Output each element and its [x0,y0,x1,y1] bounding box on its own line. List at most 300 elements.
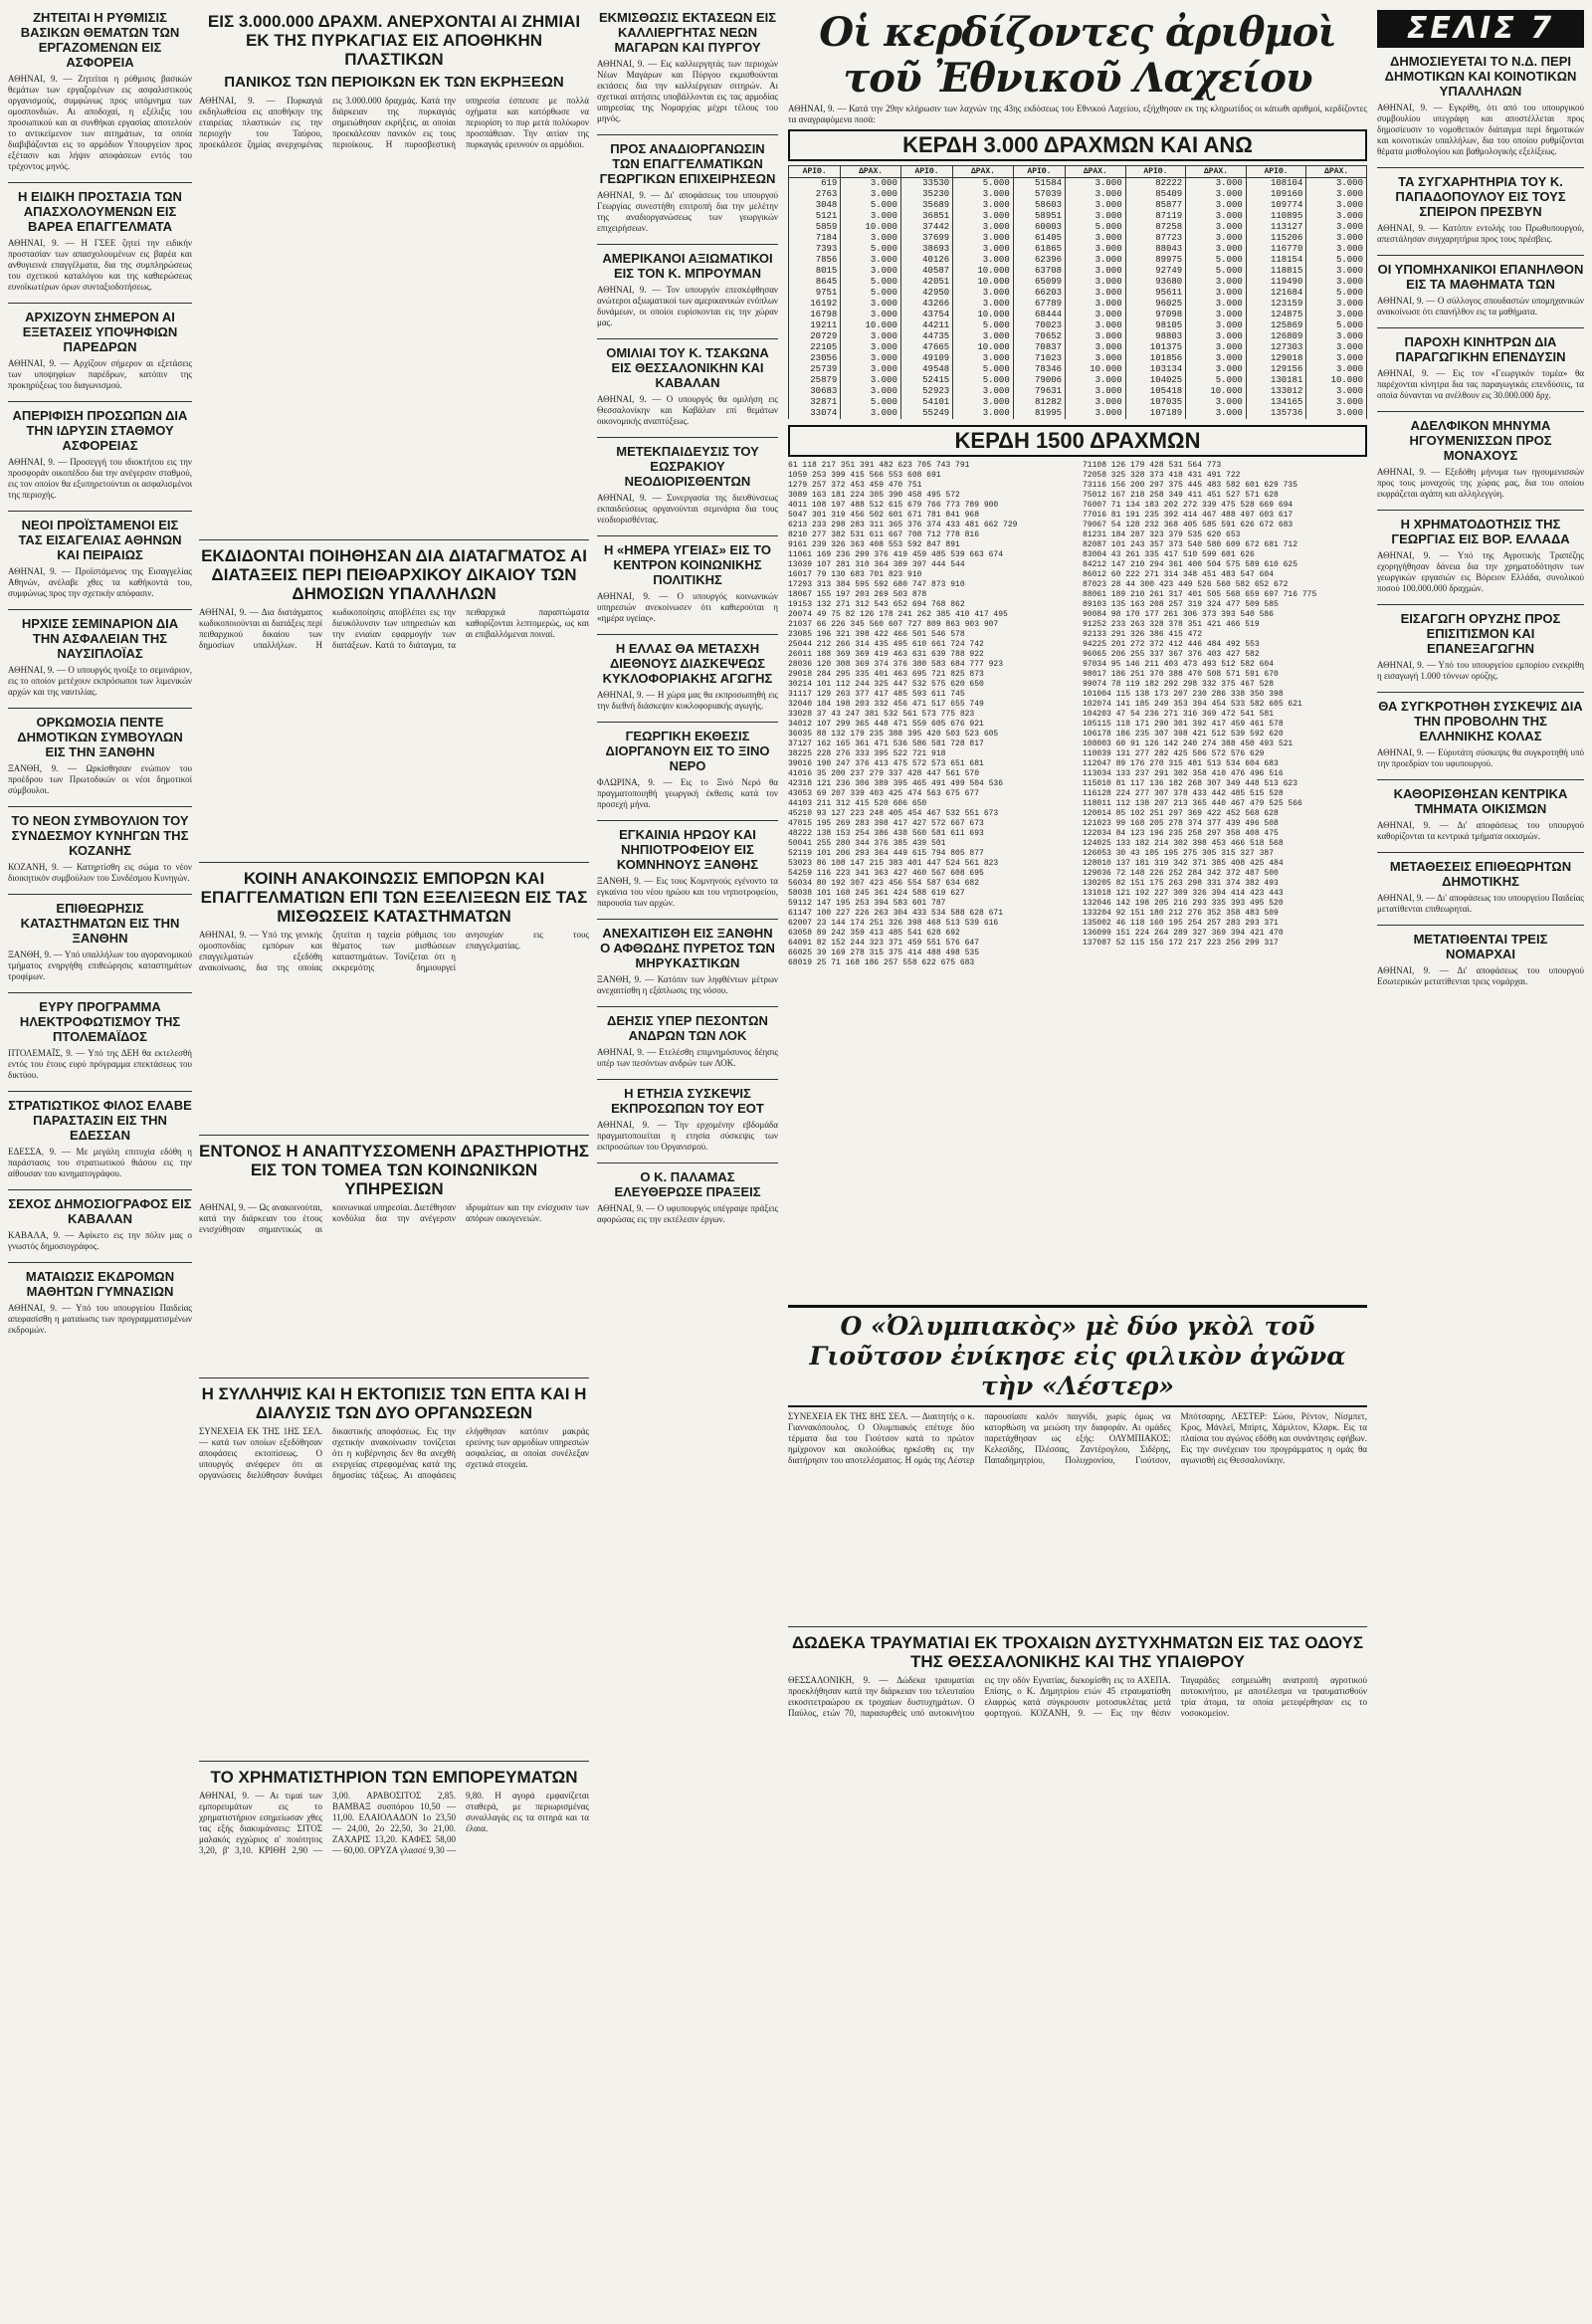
col1-body: ΚΑΒΑΛΑ, 9. — Αφίκετο εις την πόλιν μας ο γνωστός δημοσιογράφος. [8,1230,192,1251]
ticket-number: 79006 [1013,375,1065,386]
prize-amount: 3.000 [953,222,1014,233]
col1-article [8,10,192,172]
prize-amount: 3.000 [841,299,901,310]
col3-article [597,444,778,526]
col1-article [8,1269,192,1336]
prize-amount: 3.000 [1066,288,1126,299]
ticket-number: 82222 [1125,178,1186,190]
divider [1377,327,1584,328]
ticket-number: 81995 [1013,408,1065,419]
page-number-logo: ΣΕΛΙΣ 7 [1377,10,1584,48]
ticket-number: 115206 [1246,233,1306,244]
prize-amount: 10.000 [841,320,901,331]
ticket-number: 38693 [900,244,952,255]
col8-headline: ΕΙΣΑΓΩΓΗ ΟΡΥΖΗΣ ΠΡΟΣ ΕΠΙΣΙΤΙΣΜΟΝ ΚΑΙ ΕΠΑΝΕΞΑΓΩΓΗΝ [1400,611,1561,656]
divider [1377,411,1584,412]
headline-accidents: ΔΩΔΕΚΑ ΤΡΑΥΜΑΤΙΑΙ ΕΚ ΤΡΟΧΑΙΩΝ ΔΥΣΤΥΧΗΜΑΤΩΝ ΕΙΣ ΤΑΣ ΟΔΟΥΣ ΤΗΣ ΘΕΣΣΑΛΟΝΙΚΗΣ ΚΑΙ ΤΗΣ ΥΠΑΙΘΡΟΥ [791,1633,1364,1671]
prize-amount: 3.000 [1066,189,1126,200]
prize-amount: 3.000 [1066,320,1126,331]
col3-headline: Η ΕΤΗΣΙΑ ΣΥΣΚΕΨΙΣ ΕΚΠΡΟΣΩΠΩΝ ΤΟΥ ΕΟΤ [611,1086,764,1116]
article-discipline: ΑΘΗΝΑΙ, 9. — Δια διατάγματος κωδικοποιούνται αι διατάξεις περί πειθαρχικού δικαίου των δημοσίων υπαλλήλων. Η κωδικοποίησις αποβλέπει εις την διευκόλυνσιν των υπηρεσιών και την ενιαίαν εφαρμογήν των διατάξεων. Κατά το διάταγμα, τα πειθαρχικά παραπτώματα καθορίζονται λεπτομερώς, ως και αι επιβαλλόμεναι ποιναί. [199,607,589,650]
ticket-number: 67789 [1013,299,1065,310]
prize-amount: 10.000 [1186,386,1247,397]
prize-amount: 3.000 [1306,408,1367,419]
prize-amount: 3.000 [1066,233,1126,244]
prize-amount: 3.000 [841,364,901,375]
prize-amount: 3.000 [1066,266,1126,277]
col1-headline: ΕΥΡΥ ΠΡΟΓΡΑΜΜΑ ΗΛΕΚΤΡΟΦΩΤΙΣΜΟΥ ΤΗΣ ΠΤΟΛΕΜΑΪΔΟΣ [19,999,181,1044]
col3-headline: ΓΕΩΡΓΙΚΗ ΕΚΘΕΣΙΣ ΔΙΟΡΓΑΝΟΥΝ ΕΙΣ ΤΟ ΞΙΝΟ ΝΕΡΟ [605,729,770,773]
col8-headline: ΜΕΤΑΘΕΣΕΙΣ ΕΠΙΘΕΩΡΗΤΩΝ ΔΗΜΟΤΙΚΗΣ [1389,859,1572,889]
prize-amount: 3.000 [841,342,901,353]
column-header-number: ΑΡΙΘ. [1125,166,1186,178]
ticket-number: 57039 [1013,189,1065,200]
ticket-number: 109774 [1246,200,1306,211]
ticket-number: 124875 [1246,310,1306,320]
ticket-number: 121684 [1246,288,1306,299]
ticket-number: 68444 [1013,310,1065,320]
prize-amount: 3.000 [1186,277,1247,288]
prize-amount: 3.000 [841,233,901,244]
col8-article [1377,54,1584,157]
col8-body: ΑΘΗΝΑΙ, 9. — Δι' αποφάσεως του υπουργού Εσωτερικών μετατίθενται τρεις νομάρχαι. [1377,965,1584,986]
ticket-number: 44211 [900,320,952,331]
divider [1377,692,1584,693]
col1-headline: ΑΠΕΡΙΦΙΣΗ ΠΡΟΣΩΠΩΝ ΔΙΑ ΤΗΝ ΙΔΡΥΣΙΝ ΣΤΑΘΜΟΥ ΑΣΦΟΡΕΙΑΣ [12,408,188,453]
prize-amount: 3.000 [1186,233,1247,244]
ticket-number: 109160 [1246,189,1306,200]
ticket-number: 95611 [1125,288,1186,299]
prize-amount: 5.000 [841,244,901,255]
prize-amount: 3.000 [953,244,1014,255]
prize-amount: 3.000 [1066,331,1126,342]
prize-amount: 3.000 [1066,353,1126,364]
ticket-number: 25739 [789,364,841,375]
ticket-number: 134165 [1246,397,1306,408]
col1-headline: Η ΕΙΔΙΚΗ ΠΡΟΣΤΑΣΙΑ ΤΩΝ ΑΠΑΣΧΟΛΟΥΜΕΝΩΝ ΕΙΣ ΒΑΡΕΑ ΕΠΑΓΓΕΛΜΑΤΑ [18,189,182,234]
divider [8,1091,192,1092]
ticket-number: 125869 [1246,320,1306,331]
ticket-number: 71023 [1013,353,1065,364]
divider [597,722,778,723]
col1-body: ΑΘΗΝΑΙ, 9. — Αρχίζουν σήμερον αι εξετάσεις των υποψηφίων παρέδρων, κατόπιν της προκηρύξεως του διαγωνισμού. [8,358,192,390]
ticket-number: 49548 [900,364,952,375]
table-row [789,397,1367,408]
headline-commodities: ΤΟ ΧΡΗΜΑΤΙΣΤΗΡΙΟΝ ΤΩΝ ΕΜΠΟΡΕΥΜΑΤΩΝ [210,1768,578,1787]
prize-amount: 3.000 [953,353,1014,364]
col1-article [8,1196,192,1252]
divider [8,401,192,402]
ticket-number: 40126 [900,255,952,266]
table-row [789,375,1367,386]
prize-amount: 3.000 [1306,200,1367,211]
prize-amount: 3.000 [1306,299,1367,310]
col3-headline: ΔΕΗΣΙΣ ΥΠΕΡ ΠΕΣΟΝΤΩΝ ΑΝΔΡΩΝ ΤΩΝ ΛΟΚ [607,1013,768,1043]
lottery-intro: ΑΘΗΝΑΙ, 9. — Κατά την 29ην κλήρωσιν των λαχνών της 43ης εκδόσεως του Εθνικού Λαχείου, εξήχθησαν εκ της κληρωτίδος οι κάτωθι αριθμοί, κερδίζοντες τα αναγραφόμενα ποσά: [788,104,1367,124]
col8-article [1377,174,1584,245]
prize-amount: 5.000 [841,277,901,288]
col3-body: ΑΘΗΝΑΙ, 9. — Συνεργασία της διευθύνσεως εκπαιδεύσεως οργανούνται σεμινάρια δια τους νεοδιορισθέντας. [597,493,778,525]
prize-amount: 3.000 [1066,299,1126,310]
ticket-number: 9751 [789,288,841,299]
col8-article [1377,262,1584,317]
divider [597,634,778,635]
column-header-number: ΑΡΙΘ. [789,166,841,178]
ticket-number: 107189 [1125,408,1186,419]
prize-amount: 3.000 [1306,189,1367,200]
divider [1377,255,1584,256]
col3-headline: ΑΝΕΧΑΙΤΙΣΘΗ ΕΙΣ ΞΑΝΘΗΝ Ο ΑΦΘΩΔΗΣ ΠΥΡΕΤΟΣ ΤΩΝ ΜΗΡΥΚΑΣΤΙΚΩΝ [600,926,775,970]
divider [597,919,778,920]
col8-headline: Η ΧΡΗΜΑΤΟΔΟΤΗΣΙΣ ΤΗΣ ΓΕΩΡΓΙΑΣ ΕΙΣ ΒΟΡ. ΕΛΛΑΔΑ [1391,517,1570,546]
col8-article [1377,418,1584,500]
ticket-number: 2763 [789,189,841,200]
ticket-number: 32871 [789,397,841,408]
col8-headline: ΜΕΤΑΤΙΘΕΝΤΑΙ ΤΡΕΙΣ ΝΟΜΑΡΧΑΙ [1413,932,1548,961]
col3-body: ΑΘΗΝΑΙ, 9. — Ο υφυπουργός υπέγραψε πράξεις αφορώσας εις την εκτέλεσιν έργων. [597,1203,778,1224]
divider [1377,925,1584,926]
headline-fire: ΕΙΣ 3.000.000 ΔΡΑΧΜ. ΑΝΕΡΧΟΝΤΑΙ ΑΙ ΖΗΜΙΑΙ ΕΚ ΤΗΣ ΠΥΡΚΑΓΙΑΣ ΕΙΣ ΑΠΟΘΗΚΗΝ ΠΛΑΣΤΙΚΩΝ [207,12,581,69]
ticket-number: 110895 [1246,211,1306,222]
column-1 [8,10,192,1346]
column-header-drachmas: ΔΡΑΧ. [1306,166,1367,178]
prize-amount: 3.000 [841,178,901,190]
prize-amount: 3.000 [953,189,1014,200]
col3-headline: Η «ΗΜΕΡΑ ΥΓΕΙΑΣ» ΕΙΣ ΤΟ ΚΕΝΤΡΟΝ ΚΟΙΝΩΝΙΚΗΣ ΠΟΛΙΤΙΚΗΣ [604,542,771,587]
col3-body: ΑΘΗΝΑΙ, 9. — Την ερχομένην εβδομάδα πραγματοποιείται η ετησία σύσκεψις των εκπροσώπων του Οργανισμού. [597,1120,778,1152]
col1-headline: ΝΕΟΙ ΠΡΟΪΣΤΑΜΕΝΟΙ ΕΙΣ ΤΑΣ ΕΙΣΑΓΕΛΙΑΣ ΑΘΗΝΩΝ ΚΑΙ ΠΕΙΡΑΙΩΣ [18,518,182,562]
col1-body: ΞΑΝΘΗ, 9. — Υπό υπαλλήλων του αγορανομικού τμήματος ενηργήθη επιθεώρησις καταστημάτων τροφίμων. [8,950,192,981]
divider [8,1262,192,1263]
prize-amount: 3.000 [841,189,901,200]
col1-article [8,189,192,293]
headline-arrests: Η ΣΥΛΛΗΨΙΣ ΚΑΙ Η ΕΚΤΟΠΙΣΙΣ ΤΩΝ ΕΠΤΑ ΚΑΙ Η ΔΙΑΛΥΣΙΣ ΤΩΝ ΔΥΟ ΟΡΓΑΝΩΣΕΩΝ [201,1384,587,1422]
col3-body: ΑΘΗΝΑΙ, 9. — Τον υπουργόν επεσκέφθησαν ανώτεροι αξιωματικοί των αμερικανικών ενόπλων δυνάμεων, οι οποίοι ευρίσκονται εις την χώραν μας. [597,285,778,327]
ticket-number: 49109 [900,353,952,364]
ticket-number: 81282 [1013,397,1065,408]
col1-article [8,616,192,698]
ticket-number: 104025 [1125,375,1186,386]
prize-amount: 10.000 [953,342,1014,353]
col8-article [1377,932,1584,987]
ticket-number: 101375 [1125,342,1186,353]
column-header-drachmas: ΔΡΑΧ. [1066,166,1126,178]
table-row [789,255,1367,266]
prize-amount: 3.000 [1066,211,1126,222]
ticket-number: 16192 [789,299,841,310]
prize-amount: 3.000 [841,255,901,266]
table-row [789,353,1367,364]
prize-amount: 3.000 [841,266,901,277]
prize-amount: 10.000 [841,222,901,233]
divider [8,1189,192,1190]
col8-body: ΑΘΗΝΑΙ, 9. — Υπό της Αγροτικής Τραπέζης εχορηγήθησαν δάνεια δια την χρηματοδότησιν των γεωργικών εργασιών εις Βόρειον Ελλάδα, συνολικού ποσού 100.000.000 δραχμών. [1377,550,1584,593]
article-commodities: ΑΘΗΝΑΙ, 9. — Αι τιμαί των εμπορευμάτων εις το χρηματιστήριον εσημείωσαν χθες τας εξής διακυμάνσεις: ΣΙΤΟΣ μαλακός εγχώριος α' ποιότητος 3,20, β' 3,10. ΚΡΙΘΗ 2,90 — 3,00. ΑΡΑΒΟΣΙΤΟΣ 2,85. ΒΑΜΒΑΞ συσπόρου 10,50 — 11,00. ΕΛΑΙΟΛΑΔΟΝ 1ο 23,50 — 24,00, 2ο 22,50, 3ο 21,00. ΖΑΧΑΡΙΣ 13,20. ΚΑΦΕΣ 58,00 — 60,00. ΟΡΥΖΑ γλασσέ 9,30 — 9,80. Η αγορά εμφανίζεται σταθερά, με περιωρισμένας συναλλαγάς εις τα σιτηρά και τα έλαια. [199,1791,589,1855]
ticket-number: 42051 [900,277,952,288]
ticket-number: 66203 [1013,288,1065,299]
article-accidents: ΘΕΣΣΑΛΟΝΙΚΗ, 9. — Δώδεκα τραυματίαι προεκλήθησαν κατά την διάρκειαν του τελευταίου εικοσιτετραώρου εκ τροχαίων δυστυχημάτων. Ο Παύλος, ετών 70, παρασυρθείς υπό αυτοκινήτου εις την οδόν Εγνατίας, διεκομίσθη εις το ΑΧΕΠΑ. Επίσης, ο Κ. Δημητρίου ετών 45 ετραυματίσθη ελαφρώς κατά σύγκρουσιν μοτοσυκλέτας μετά φορτηγού. ΚΟΖΑΝΗ, 9. — Εις την θέσιν Ταγαράδες εσημειώθη ανατροπή αγροτικού αυτοκινήτου, με αποτέλεσμα να τραυματισθούν τρία άτομα, τα οποία μετεφέρθησαν εις το νοσοκομείον. [788,1675,1367,1718]
divider [199,1135,589,1136]
ticket-number: 60003 [1013,222,1065,233]
col3-body: ΑΘΗΝΑΙ, 9. — Ο υπουργός θα ομιλήση εις Θεσσαλονίκην και Καβάλαν επί θεμάτων οικονομικής αναπτύξεως. [597,394,778,426]
ticket-number: 35689 [900,200,952,211]
col1-body: ΞΑΝΘΗ, 9. — Ωρκίσθησαν ενώπιον του προέδρου των Πρωτοδικών οι νέοι δημοτικοί σύμβουλοι. [8,763,192,795]
ticket-number: 85409 [1125,189,1186,200]
prize-amount: 3.000 [841,408,901,419]
lottery-number-lists [788,461,1367,1297]
table-row [789,266,1367,277]
ticket-number: 87119 [1125,211,1186,222]
prize-amount: 3.000 [1306,310,1367,320]
ticket-number: 63708 [1013,266,1065,277]
ticket-number: 619 [789,178,841,190]
ticket-number: 130181 [1246,375,1306,386]
ticket-number: 118154 [1246,255,1306,266]
divider [1377,510,1584,511]
ticket-number: 108104 [1246,178,1306,190]
col1-headline: ΕΠΙΘΕΩΡΗΣΙΣ ΚΑΤΑΣΤΗΜΑΤΩΝ ΕΙΣ ΤΗΝ ΞΑΝΘΗΝ [20,901,180,946]
ticket-number: 96025 [1125,299,1186,310]
col1-body: ΠΤΟΛΕΜΑΪΣ, 9. — Υπό της ΔΕΗ θα εκτελεσθή εντός του έτους ευρύ πρόγραμμα επεκτάσεως του δικτύου. [8,1048,192,1080]
col3-article [597,926,778,996]
divider [8,511,192,512]
prize-amount: 3.000 [953,200,1014,211]
prize-amount: 10.000 [1066,364,1126,375]
divider [597,244,778,245]
divider [597,1006,778,1007]
prize-amount: 3.000 [1066,178,1126,190]
table-row [789,408,1367,419]
prize-amount: 3.000 [1186,320,1247,331]
article-arrests: ΣΥΝΕΧΕΙΑ ΕΚ ΤΗΣ 1ΗΣ ΣΕΛ. — κατά των οποίων εξεδόθησαν αποφάσεις εκτοπίσεως. Ο υπουργός ανέφερεν ότι αι οργανώσεις διελύθησαν δυνάμει δικαστικής αποφάσεως. Εις την σχετικήν ανακοίνωσιν τονίζεται ότι η κυβέρνησις δεν θα ανεχθή ενεργείας στρεφομένας κατά της δημοσίας τάξεως. Αι αποφάσεις ελήφθησαν κατόπιν μακράς ερεύνης των αρμοδίων υπηρεσιών ασφαλείας, αι οποίαι συνέλεξαν σχετικά στοιχεία. [199,1426,589,1480]
prize-amount: 5.000 [1066,222,1126,233]
col1-article [8,408,192,501]
ticket-number: 16798 [789,310,841,320]
ticket-number: 85877 [1125,200,1186,211]
col8-body: ΑΘΗΝΑΙ, 9. — Δι' αποφάσεως του υπουργείου Παιδείας μετατίθενται επιθεωρηταί. [1377,893,1584,914]
ticket-number: 133012 [1246,386,1306,397]
prize-amount: 3.000 [1186,331,1247,342]
table-row [789,244,1367,255]
prize-amount: 5.000 [1186,255,1247,266]
column-2 [199,10,589,2119]
table-row [789,288,1367,299]
prize-amount: 3.000 [841,353,901,364]
ticket-number: 7393 [789,244,841,255]
prize-amount: 3.000 [1186,288,1247,299]
prize-amount: 3.000 [1186,211,1247,222]
prize-amount: 3.000 [1066,386,1126,397]
prize-amount: 3.000 [1306,331,1367,342]
col3-headline: ΠΡΟΣ ΑΝΑΔΙΟΡΓΑΝΩΣΙΝ ΤΩΝ ΕΠΑΓΓΕΛΜΑΤΙΚΩΝ ΓΕΩΡΓΙΚΩΝ ΕΠΙΧΕΙΡΗΣΕΩΝ [599,141,776,186]
col8-body: ΑΘΗΝΑΙ, 9. — Εύρυτάτη σύσκεψις θα συγκροτηθή υπό την προεδρίαν του υφυπουργού. [1377,747,1584,768]
column-header-drachmas: ΔΡΑΧ. [953,166,1014,178]
col1-body: ΚΟΖΑΝΗ, 9. — Κατηρτίσθη εις σώμα το νέον διοικητικόν συμβούλιον του Συνδέσμου Κυνηγών. [8,862,192,883]
ticket-number: 113127 [1246,222,1306,233]
ticket-number: 103134 [1125,364,1186,375]
col8-body: ΑΘΗΝΑΙ, 9. — Κατόπιν εντολής του Πρωθυπουργού, απεστάλησαν συγχαρητήρια προς τους πρέσβεις. [1377,223,1584,244]
ticket-number: 44735 [900,331,952,342]
divider [597,1079,778,1080]
prize-amount: 3.000 [1306,353,1367,364]
divider [597,338,778,339]
prize-amount: 3.000 [1306,277,1367,288]
prize-amount: 3.000 [841,386,901,397]
col1-article [8,999,192,1081]
prize-amount: 3.000 [1186,299,1247,310]
article-olympiakos: ΣΥΝΕΧΕΙΑ ΕΚ ΤΗΣ 8ΗΣ ΣΕΛ. — Διαιτητής ο κ. Γιαννακόπουλος. Ο Ολυμπιακός επέτυχε δύο τέρματα δια του Γιούτσον κατά το πρώτον ημίχρονον και ακολούθως ηρκέσθη εις την διατήρησιν του αποτελέσματος. Η ομάς της Λέστερ παρουσίασε καλόν παιγνίδι, χωρίς όμως να κατορθώση να μειώση την διαφοράν. Αι ομάδες παρετάχθησαν ως εξής: ΟΛΥΜΠΙΑΚΟΣ: Κελεσίδης, Πλέσσας, Ζαντέρογλου, Σιδέρης, Παπαδημητρίου, Πολυχρονίου, Γιούτσον, Μπότσαρης. ΛΕΣΤΕΡ: Σώου, Ρέντον, Νίσμπετ, Κρος, Μάνλεϊ, Μπίρτς, Χάμιλτον, Κλαρκ. Εις τα πλαίσια του αγώνος εδόθη και συνάντησις εφήβων. Εις την συνέχειαν του προγράμματος η ομάς θα αγωνισθή εις Θεσσαλονίκην. [788,1411,1367,1465]
column-header-number: ΑΡΙΘ. [1246,166,1306,178]
col3-article [597,641,778,712]
ticket-number: 51584 [1013,178,1065,190]
divider [597,535,778,536]
prize-amount: 3.000 [841,375,901,386]
ticket-number: 88043 [1125,244,1186,255]
col1-body: ΕΔΕΣΣΑ, 9. — Με μεγάλη επιτυχία εδόθη η παράστασις του στρατιωτικού θιάσου εις την αίθουσαν του κινηματογράφου. [8,1147,192,1178]
col3-body: ΑΘΗΝΑΙ, 9. — Ο υπουργός κοινωνικών υπηρεσιών ανεκοίνωσεν ότι καθιερούται η «ημέρα υγείας». [597,591,778,623]
prize-amount: 5.000 [841,200,901,211]
column-header-drachmas: ΔΡΑΧ. [1186,166,1247,178]
prize-amount: 3.000 [1186,178,1247,190]
ticket-number: 98105 [1125,320,1186,331]
ticket-number: 70652 [1013,331,1065,342]
table-row [789,211,1367,222]
ticket-number: 101856 [1125,353,1186,364]
col3-article [597,10,778,124]
col8-headline: ΠΑΡΟΧΗ ΚΙΝΗΤΡΩΝ ΔΙΑ ΠΑΡΑΓΩΓΙΚΗΝ ΕΠΕΝΔΥΣΙΝ [1395,334,1566,364]
col3-article [597,251,778,328]
prize-amount: 3.000 [841,331,901,342]
ticket-number: 65099 [1013,277,1065,288]
ticket-number: 61865 [1013,244,1065,255]
col3-article [597,345,778,427]
ticket-number: 126809 [1246,331,1306,342]
col3-headline: ΕΓΚΑΙΝΙΑ ΗΡΩΟΥ ΚΑΙ ΝΗΠΙΟΤΡΟΦΕΙΟΥ ΕΙΣ ΚΟΜΝΗΝΟΥΣ ΞΑΝΘΗΣ [616,827,759,872]
ticket-number: 98803 [1125,331,1186,342]
divider [199,862,589,863]
col8-body: ΑΘΗΝΑΙ, 9. — Υπό του υπουργείου εμπορίου ενεκρίθη η εισαγωγή 1.000 τόννων ορύζης. [1377,660,1584,681]
col3-article [597,729,778,810]
column-8-stories [1377,54,1584,987]
ticket-number: 118815 [1246,266,1306,277]
ticket-number: 107035 [1125,397,1186,408]
ticket-number: 3048 [789,200,841,211]
ticket-number: 61405 [1013,233,1065,244]
table-row [789,320,1367,331]
prize-amount: 3.000 [1306,342,1367,353]
col3-body: ΑΘΗΝΑΙ, 9. — Δι' αποφάσεως του υπουργού Γεωργίας συνεστήθη επιτροπή δια την μελέτην της αναδιοργανώσεως των γεωργικών επιχειρήσεων. [597,190,778,233]
table-row [789,200,1367,211]
prize-amount: 3.000 [1186,342,1247,353]
prize-amount: 3.000 [1066,375,1126,386]
column-header-drachmas: ΔΡΑΧ. [841,166,901,178]
table-row [789,364,1367,375]
prize-amount: 3.000 [1066,255,1126,266]
prize-amount: 3.000 [1066,342,1126,353]
col1-article [8,901,192,982]
table-row [789,233,1367,244]
divider [788,1626,1367,1627]
col3-article [597,1086,778,1153]
col1-body: ΑΘΗΝΑΙ, 9. — Προϊστάμενος της Εισαγγελίας Αθηνών, ανέλαβε χθες τα καθήκοντά του, συμφώνως προς την σχετικήν απόφασιν. [8,566,192,598]
prize-amount: 3.000 [953,408,1014,419]
ticket-number: 7856 [789,255,841,266]
col1-article [8,813,192,884]
ticket-number: 8645 [789,277,841,288]
col1-headline: ΣΤΡΑΤΙΩΤΙΚΟΣ ΦΙΛΟΣ ΕΛΑΒΕ ΠΑΡΑΣΤΑΣΙΝ ΕΙΣ ΤΗΝ ΕΔΕΣΣΑΝ [8,1098,192,1143]
ticket-number: 43266 [900,299,952,310]
prize-amount: 3.000 [1186,244,1247,255]
col1-headline: ΗΡΧΙΣΕ ΣΕΜΙΝΑΡΙΟΝ ΔΙΑ ΤΗΝ ΑΣΦΑΛΕΙΑΝ ΤΗΣ ΝΑΥΣΙΠΛΟΪΑΣ [21,616,179,661]
table-row [789,189,1367,200]
lottery-box-1500: ΚΕΡΔΗ 1500 ΔΡΑΧΜΩΝ [788,425,1367,457]
col8-body: ΑΘΗΝΑΙ, 9. — Ο σύλλογος σπουδαστών υπομηχανικών ανακοίνωσε ότι επανήλθον εις τα μαθήματα. [1377,296,1584,317]
ticket-number: 87258 [1125,222,1186,233]
col8-headline: ΚΑΘΟΡΙΣΘΗΣΑΝ ΚΕΝΤΡΙΚΑ ΤΜΗΜΑΤΑ ΟΙΚΙΣΜΩΝ [1393,786,1568,816]
divider [8,992,192,993]
table-row [789,222,1367,233]
divider [8,182,192,183]
ticket-number: 129018 [1246,353,1306,364]
prize-amount: 3.000 [953,386,1014,397]
table-row [789,178,1367,190]
divider [1377,852,1584,853]
col8-headline: ΟΙ ΥΠΟΜΗΧΑΝΙΚΟΙ ΕΠΑΝΗΛΘΟΝ ΕΙΣ ΤΑ ΜΑΘΗΜΑΤΑ ΤΩΝ [1377,262,1584,292]
prize-amount: 3.000 [953,233,1014,244]
col1-headline: ΤΟ ΝΕΟΝ ΣΥΜΒΟΥΛΙΟΝ ΤΟΥ ΣΥΝΔΕΣΜΟΥ ΚΥΝΗΓΩΝ ΤΗΣ ΚΟΖΑΝΗΣ [11,813,189,858]
column-3 [597,10,778,1235]
ticket-number: 87723 [1125,233,1186,244]
ticket-number: 37442 [900,222,952,233]
lottery-section [788,10,1367,1934]
ticket-number: 5121 [789,211,841,222]
subhead-fire: ΠΑΝΙΚΟΣ ΤΩΝ ΠΕΡΙΟΙΚΩΝ ΕΚ ΤΩΝ ΕΚΡΗΞΕΩΝ [224,74,564,91]
ticket-number: 97098 [1125,310,1186,320]
ticket-number: 7184 [789,233,841,244]
table-row [789,299,1367,310]
col8-body: ΑΘΗΝΑΙ, 9. — Εξεδόθη μήνυμα των ηγουμενισσών προς τους μοναχούς της χώρας μας, δια του οποίου εκφράζεται αγάπη και αλληλεγγύη. [1377,467,1584,499]
lottery-table [788,165,1367,419]
prize-amount: 3.000 [953,299,1014,310]
ticket-number: 19211 [789,320,841,331]
ticket-number: 5859 [789,222,841,233]
col1-headline: ΖΗΤΕΙΤΑΙ Η ΡΥΘΜΙΣΙΣ ΒΑΣΙΚΩΝ ΘΕΜΑΤΩΝ ΤΩΝ ΕΡΓΑΖΟΜΕΝΩΝ ΕΙΣ ΑΣΦΟΡΕΙΑ [20,10,180,70]
prize-amount: 3.000 [1066,244,1126,255]
article-fire: ΑΘΗΝΑΙ, 9. — Πυρκαγιά εκδηλωθείσα εις αποθήκην της εταιρείας πλαστικών εις την περιοχήν του Ταύρου, προεκάλεσε ζημίας ανερχομένας εις 3.000.000 δραχμάς. Κατά την διάρκειαν της πυρκαγιάς σημειώθησαν εκρήξεις, αι οποίαι προεκάλεσαν πανικόν εις τους περιοίκους. Η πυροσβεστική υπηρεσία έσπευσε με πολλά οχήματα και κατόρθωσε να περιορίση το πυρ μετά πολύωρον προσπάθειαν. Την αιτίαν της πυρκαγιάς ερευνούν οι αρμόδιοι. [199,96,589,149]
ticket-number: 70023 [1013,320,1065,331]
column-8 [1377,10,1584,997]
ticket-number: 37699 [900,233,952,244]
table-row [789,277,1367,288]
prize-amount: 3.000 [953,331,1014,342]
prize-amount: 10.000 [1306,375,1367,386]
col3-body: ΑΘΗΝΑΙ, 9. — Ετελέσθη επιμνημόσυνος δέησις υπέρ των πεσόντων ανδρών των ΛΟΚ. [597,1047,778,1068]
col8-article [1377,859,1584,915]
ticket-number: 135736 [1246,408,1306,419]
col3-body: ΦΛΩΡΙΝΑ, 9. — Εις το Ξινό Νερό θα πραγματοποιηθή γεωργική έκθεσις κατά τον προσεχή μήνα. [597,777,778,809]
ticket-number: 93680 [1125,277,1186,288]
ticket-number: 36851 [900,211,952,222]
prize-amount: 5.000 [1186,375,1247,386]
prize-amount: 3.000 [1186,189,1247,200]
prize-amount: 3.000 [1306,211,1367,222]
ticket-number: 8015 [789,266,841,277]
ticket-number: 42950 [900,288,952,299]
col1-body: ΑΘΗΝΑΙ, 9. — Ο υπουργός ηνοίξε το σεμινάριον, εις το οποίον μετέχουν εκπρόσωποι των λιμενικών αρχών και της ναυτιλίας. [8,665,192,697]
ticket-number: 20729 [789,331,841,342]
col1-body: ΑΘΗΝΑΙ, 9. — Προσεγγή του ιδιοκτήτου εις την προσφοράν οικοπέδου δια την ανέγερσιν σταθμού, εις τον οποίον θα εξυπηρετούνται οι ασφαλισμένοι της περιοχής. [8,457,192,500]
col3-article [597,141,778,234]
